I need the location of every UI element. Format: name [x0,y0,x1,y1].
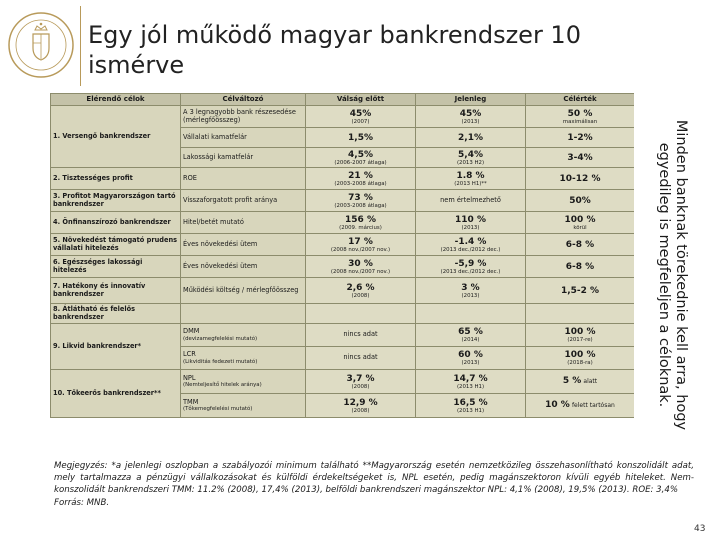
table-row [51,106,635,128]
value-cell: -1.4 % [454,236,487,247]
header-current: Jelenleg [416,94,526,106]
value-note: (2013) [461,224,480,231]
side-label-text: Minden banknak törekednie kell arra, hogy egyedileg is megfeleljen a céloknak. [656,119,689,430]
criteria-table [50,93,634,455]
value-suffix: alatt [583,377,598,385]
goal-transparent-banking: 8. Átlátható és felelős bankrendszer [51,304,181,324]
indicator-loan-deposit: Hitel/betét mutató [181,212,306,234]
goal-profit-in-hungary: 3. Profitot Magyarországon tartó bankrendszer [51,190,181,212]
indicator-note: (Nemteljesítő hitelek aránya) [183,382,262,389]
value-cell: 5 % [562,375,582,386]
value-note: (2008) [351,407,370,414]
value-cell: 4,5% [348,149,373,160]
value-note: (2009. március) [339,224,382,231]
table-row [51,190,635,212]
indicator-top3-share: A 3 legnagyobb bank részesedése (mérlegfőösszeg) [181,106,306,128]
value-cell: 65 % [458,327,483,337]
value-cell: 1.8 % [456,170,485,181]
value-cell: 2,6 % [346,282,375,293]
value-cell: 14,7 % [453,373,488,384]
value-cell: 1,5% [348,132,373,143]
value-note: körül [573,224,587,231]
side-label [640,97,704,452]
table-row [51,234,635,256]
value-note: (2013 H1)** [454,180,487,187]
value-note: maximálisan [562,118,598,125]
value-cell: 110 % [455,214,486,225]
value-note: (2008) [351,292,370,299]
indicator-note: (Likviditás fedezeti mutató) [183,358,258,365]
value-cell: 1,5-2 % [560,285,600,296]
header-before-crisis: Válság előtt [306,94,416,106]
value-note: (2006-2007 átlaga) [334,159,387,166]
value-note: (2018-ra) [567,360,593,366]
goal-corporate-lending: 5. Növekedést támogató prudens vállalati hitelezés [51,234,181,256]
indicator-roe: ROE [181,168,306,190]
value-cell: 45% [459,108,482,119]
value-cell: 100 % [564,350,596,360]
table-row [51,212,635,234]
value-cell: 5,4% [458,149,483,160]
value-cell: 30 % [348,258,373,269]
indicator-annual-growth: Éves növekedési ütem [181,234,306,256]
indicator-lcr: LCR [183,350,196,359]
value-cell: 21 % [348,170,373,181]
value-note: (2013) [461,292,480,299]
goal-self-financing: 4. Önfinanszírozó bankrendszer [51,212,181,234]
value-cell: 60 % [458,350,483,360]
value-note: (2008 nov./2007 nov.) [330,268,391,275]
value-note: (2003-2008 átlaga) [334,180,387,187]
table-row [51,304,635,324]
indicator-note: (devizamegfelelési mutató) [183,335,258,342]
value-cell: 156 % [345,214,376,225]
value-note: (2008 nov./2007 nov.) [330,246,391,253]
value-note: (2013) [461,118,480,125]
mnb-seal-logo [6,10,76,80]
value-cell: 2,1% [458,132,483,143]
value-note: (2013 dec./2012 dec.) [440,268,501,275]
goal-efficient-banking: 7. Hatékony és innovatív bankrendszer [51,278,181,304]
value-note: (2013) [461,360,480,366]
value-cell: 3,7 % [346,373,375,384]
value-cell: 6-8 % [565,239,595,250]
value-cell: 3 % [461,282,480,293]
value-suffix: felett tartósan [571,401,615,409]
title-divider [80,6,81,86]
value-cell: 17 % [348,236,373,247]
value-cell: 100 % [564,214,596,225]
indicator-operating-cost: Működési költség / mérlegfőösszeg [181,278,306,304]
page-number: 43 [694,524,706,534]
value-cell: 10 % [545,399,570,410]
value-cell: nem értelmezhető [416,190,526,212]
indicator-annual-growth: Éves növekedési ütem [181,256,306,278]
table-row [51,168,635,190]
header-target-value: Célérték [526,94,635,106]
goal-competitive-banking: 1. Versengő bankrendszer [51,106,181,168]
footnote-text: Megjegyzés: *a jelenlegi oszlopban a szabályozói minimum található **Magyarország esetén nemzetközileg összehasonlítható konszolidált adat, mely tartalmazza a pénzügyi vállalkozásokat és külföldi érdekeltségeket is, NPL esetén, pedig magánszektoron kívüli egyéb hiteleket. Nem- konszolidált bankrendszeri TMM: 11.2% (2008), 17,4% (2013), belföldi bankrendszeri magánszektor NPL: 4,1% (2008), 19,5% (2013). ROE: 3,4% [54,461,694,496]
value-cell: 16,5 % [453,397,488,408]
goal-capitalised-banking: 10. Tőkeerős bankrendszer** [51,370,181,418]
value-note: (2013 H1) [456,407,485,414]
value-cell: 100 % [564,327,596,337]
value-note: (2014) [461,337,480,343]
table-row [51,324,635,347]
value-cell: 12,9 % [343,397,378,408]
page-title: Egy jól működő magyar bankrendszer 10 ismérve [88,21,581,79]
table-row [51,370,635,394]
footnote [54,460,694,509]
indicator-npl: NPL [183,373,196,382]
table-row [51,278,635,304]
value-note: (2013 dec./2012 dec.) [440,246,501,253]
indicator-corporate-spread: Vállalati kamatfelár [181,128,306,148]
value-cell: 3-4% [567,152,593,163]
header-target-variable: Célváltozó [181,94,306,106]
value-cell: nincs adat [306,347,416,370]
value-note: (2013 H2) [456,159,485,166]
indicator-note: (Tőkemegfelelési mutató) [183,406,253,413]
indicator-reinvested-profit: Visszaforgatott profit aránya [181,190,306,212]
value-cell: 50% [569,195,591,206]
header-goals: Elérendő célok [51,94,181,106]
value-note: (2008) [351,383,370,390]
value-note: (2013 H1) [456,383,485,390]
table-row [51,256,635,278]
goal-liquid-banking: 9. Likvid bankrendszer* [51,324,181,370]
table-header-row [51,94,635,106]
indicator-tmm: TMM [183,397,199,406]
value-cell: 45% [349,108,372,119]
value-cell: 50 % [567,108,593,119]
value-cell: 6-8 % [565,261,595,272]
value-note: (2017-re) [567,337,593,343]
indicator-household-spread: Lakossági kamatfelár [181,148,306,168]
value-cell: 73 % [348,192,373,203]
value-note: (2007) [351,118,370,125]
value-cell: 1-2% [567,132,593,143]
value-cell: 10-12 % [559,173,601,184]
value-cell: nincs adat [306,324,416,347]
goal-fair-profit: 2. Tisztességes profit [51,168,181,190]
indicator-dmm: DMM [183,327,200,336]
source-text: Forrás: MNB. [54,497,110,508]
goal-household-lending: 6. Egészséges lakossági hitelezés [51,256,181,278]
value-cell: -5,9 % [454,258,487,269]
value-note: (2003-2008 átlaga) [334,202,387,209]
